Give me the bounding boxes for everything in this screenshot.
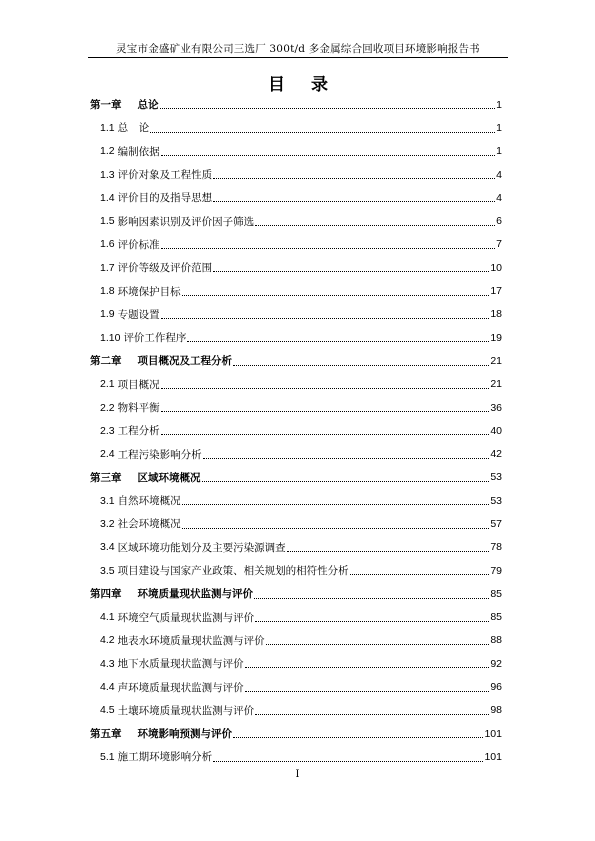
toc-entry-page: 57 xyxy=(490,517,502,530)
toc-dot-leader xyxy=(255,621,489,622)
toc-entry-number: 第一章 xyxy=(90,99,122,112)
toc-entry-number: 2.1 xyxy=(100,378,115,391)
toc-entry-title: 编制依据 xyxy=(117,145,160,158)
toc-entry-page: 6 xyxy=(496,215,502,228)
toc-section-entry[interactable] xyxy=(90,675,502,698)
toc-dot-leader xyxy=(160,108,496,109)
toc-dot-leader xyxy=(255,225,495,226)
toc-entry-page: 21 xyxy=(490,354,502,367)
toc-entry-number: 第四章 xyxy=(90,588,122,601)
toc-dot-leader xyxy=(161,434,490,435)
toc-section-entry[interactable] xyxy=(90,442,502,465)
toc-dot-leader xyxy=(161,411,490,412)
toc-section-entry[interactable] xyxy=(90,186,502,209)
toc-entry-number: 2.4 xyxy=(100,448,115,461)
toc-entry-page: 19 xyxy=(490,331,502,344)
toc-section-entry[interactable] xyxy=(90,489,502,512)
toc-entry-number: 1.8 xyxy=(100,285,115,298)
toc-entry-number: 3.2 xyxy=(100,517,115,530)
page-title: 目录 xyxy=(268,75,354,95)
toc-dot-leader xyxy=(254,598,489,599)
page-number: I xyxy=(295,769,300,780)
toc-entry-number: 1.10 xyxy=(100,331,121,344)
toc-entry-page: 92 xyxy=(490,657,502,670)
toc-dot-leader xyxy=(245,667,490,668)
toc-entry-title: 项目概况 xyxy=(117,378,160,391)
toc-chapter-entry[interactable] xyxy=(90,466,502,489)
toc-entry-title: 自然环境概况 xyxy=(117,495,181,508)
page-header: 灵宝市金盛矿业有限公司三选厂 300t/d 多金属综合回收项目环境影响报告书 xyxy=(116,43,480,55)
toc-entry-page: 85 xyxy=(490,611,502,624)
toc-entry-title: 物料平衡 xyxy=(117,402,160,414)
toc-dot-leader xyxy=(182,295,490,296)
toc-entry-page: 42 xyxy=(490,448,502,461)
toc-entry-title: 总 论 xyxy=(117,122,150,135)
toc-entry-title: 专题设置 xyxy=(117,308,160,321)
toc-entry-page: 96 xyxy=(490,681,502,694)
toc-entry-title: 项目建设与国家产业政策、相关规划的相符性分析 xyxy=(117,565,349,578)
toc-entry-page: 53 xyxy=(490,494,502,507)
toc-dot-leader xyxy=(150,132,495,133)
toc-entry-page: 40 xyxy=(490,424,502,437)
toc-section-entry[interactable] xyxy=(90,209,502,232)
toc-section-entry[interactable] xyxy=(90,629,502,652)
toc-entry-page: 1 xyxy=(496,121,502,134)
toc-dot-leader xyxy=(161,155,496,156)
toc-entry-title: 环境质量现状监测与评价 xyxy=(137,588,253,601)
toc-entry-page: 88 xyxy=(490,634,502,647)
toc-dot-leader xyxy=(350,574,490,575)
toc-entry-number: 4.2 xyxy=(100,634,115,647)
toc-chapter-entry[interactable] xyxy=(90,349,502,372)
toc-entry-title: 社会环境概况 xyxy=(117,518,181,531)
toc-section-entry[interactable] xyxy=(90,512,502,535)
toc-entry-title: 影响因素识别及评价因子筛选 xyxy=(117,215,255,228)
toc-dot-leader xyxy=(213,201,495,202)
toc-entry-title: 评价等级及评价范围 xyxy=(117,262,213,275)
toc-entry-number: 2.2 xyxy=(100,401,115,414)
toc-entry-page: 79 xyxy=(490,564,502,577)
toc-entry-title: 工程污染影响分析 xyxy=(117,448,202,461)
toc-entry-page: 1 xyxy=(496,98,502,111)
toc-dot-leader xyxy=(161,388,490,389)
toc-section-entry[interactable] xyxy=(90,652,502,675)
header-rule xyxy=(88,57,508,58)
toc-entry-number: 1.5 xyxy=(100,215,115,228)
toc-section-entry[interactable] xyxy=(90,326,502,349)
toc-entry-title: 总论 xyxy=(137,99,159,112)
toc-entry-page: 85 xyxy=(490,587,502,600)
toc-entry-number: 1.7 xyxy=(100,261,115,274)
toc-entry-title: 评价工作程序 xyxy=(123,332,187,345)
toc-entry-title: 地表水环境质量现状监测与评价 xyxy=(117,634,265,647)
toc-entry-number: 第二章 xyxy=(90,355,122,368)
toc-entry-title: 工程分析 xyxy=(117,425,160,438)
toc-entry-number: 4.3 xyxy=(100,657,115,670)
toc-entry-title: 声环境质量现状监测与评价 xyxy=(117,681,244,694)
toc-section-entry[interactable] xyxy=(90,140,502,163)
toc-entry-page: 101 xyxy=(484,750,502,763)
toc-section-entry[interactable] xyxy=(90,745,502,768)
toc-entry-page: 10 xyxy=(490,261,502,274)
toc-entry-page: 4 xyxy=(496,191,502,204)
toc-section-entry[interactable] xyxy=(90,606,502,629)
toc-dot-leader xyxy=(245,691,490,692)
toc-dot-leader xyxy=(202,481,490,482)
toc-dot-leader xyxy=(287,551,490,552)
toc-dot-leader xyxy=(203,458,490,459)
toc-section-entry[interactable] xyxy=(90,396,502,419)
toc-dot-leader xyxy=(187,341,489,342)
toc-entry-number: 3.4 xyxy=(100,541,115,554)
toc-entry-title: 评价标准 xyxy=(117,238,160,251)
toc-dot-leader xyxy=(161,248,496,249)
toc-entry-number: 1.4 xyxy=(100,191,115,204)
toc-entry-page: 36 xyxy=(490,401,502,414)
toc-section-entry[interactable] xyxy=(90,116,502,139)
toc-section-entry[interactable] xyxy=(90,233,502,256)
toc-dot-leader xyxy=(182,504,490,505)
toc-entry-number: 2.3 xyxy=(100,424,115,437)
toc-dot-leader xyxy=(182,528,490,529)
toc-entry-title: 项目概况及工程分析 xyxy=(137,355,232,368)
toc-entry-page: 1 xyxy=(496,145,502,158)
toc-entry-title: 区域环境概况 xyxy=(137,471,201,484)
toc-entry-number: 4.5 xyxy=(100,704,115,717)
toc-dot-leader xyxy=(266,644,490,645)
toc-entry-page: 17 xyxy=(490,285,502,298)
toc-entry-page: 4 xyxy=(496,168,502,181)
toc-entry-number: 第五章 xyxy=(90,728,122,741)
toc-dot-leader xyxy=(161,318,490,319)
toc-section-entry[interactable] xyxy=(90,279,502,302)
toc-chapter-entry[interactable] xyxy=(90,582,502,605)
toc-dot-leader xyxy=(213,178,495,179)
toc-section-entry[interactable] xyxy=(90,163,502,186)
toc-section-entry[interactable] xyxy=(90,699,502,722)
toc-chapter-entry[interactable] xyxy=(90,722,502,745)
toc-entry-number: 1.9 xyxy=(100,308,115,321)
toc-entry-number: 1.6 xyxy=(100,238,115,251)
toc-entry-title: 区域环境功能划分及主要污染源调查 xyxy=(117,541,286,554)
toc-section-entry[interactable] xyxy=(90,419,502,442)
toc-entry-number: 第三章 xyxy=(90,471,122,484)
toc-entry-title: 地下水质量现状监测与评价 xyxy=(117,658,244,671)
table-of-contents xyxy=(90,93,502,769)
toc-entry-number: 3.1 xyxy=(100,494,115,507)
toc-entry-title: 环境影响预测与评价 xyxy=(137,728,232,741)
toc-section-entry[interactable] xyxy=(90,536,502,559)
toc-entry-title: 环境保护目标 xyxy=(117,285,181,298)
toc-dot-leader xyxy=(213,761,483,762)
toc-entry-number: 1.1 xyxy=(100,121,115,134)
toc-dot-leader xyxy=(233,365,489,366)
toc-entry-page: 18 xyxy=(490,308,502,321)
toc-entry-page: 98 xyxy=(490,704,502,717)
toc-dot-leader xyxy=(213,271,489,272)
toc-entry-page: 78 xyxy=(490,541,502,554)
toc-entry-number: 5.1 xyxy=(100,750,115,763)
toc-entry-title: 土壤环境质量现状监测与评价 xyxy=(117,704,255,717)
toc-entry-page: 53 xyxy=(490,471,502,484)
toc-entry-page: 101 xyxy=(484,727,502,740)
toc-section-entry[interactable] xyxy=(90,559,502,582)
toc-section-entry[interactable] xyxy=(90,303,502,326)
toc-dot-leader xyxy=(255,714,489,715)
toc-entry-number: 1.3 xyxy=(100,168,115,181)
toc-chapter-entry[interactable] xyxy=(90,93,502,116)
toc-entry-page: 21 xyxy=(490,378,502,391)
toc-entry-title: 评价目的及指导思想 xyxy=(117,192,213,205)
toc-entry-number: 4.1 xyxy=(100,611,115,624)
toc-entry-title: 施工期环境影响分析 xyxy=(117,751,213,764)
toc-section-entry[interactable] xyxy=(90,256,502,279)
toc-entry-title: 评价对象及工程性质 xyxy=(117,169,213,182)
toc-entry-number: 3.5 xyxy=(100,564,115,577)
toc-section-entry[interactable] xyxy=(90,373,502,396)
toc-dot-leader xyxy=(233,737,483,738)
toc-entry-number: 1.2 xyxy=(100,145,115,158)
toc-entry-title: 环境空气质量现状监测与评价 xyxy=(117,611,255,624)
toc-entry-number: 4.4 xyxy=(100,681,115,694)
toc-entry-page: 7 xyxy=(496,238,502,251)
